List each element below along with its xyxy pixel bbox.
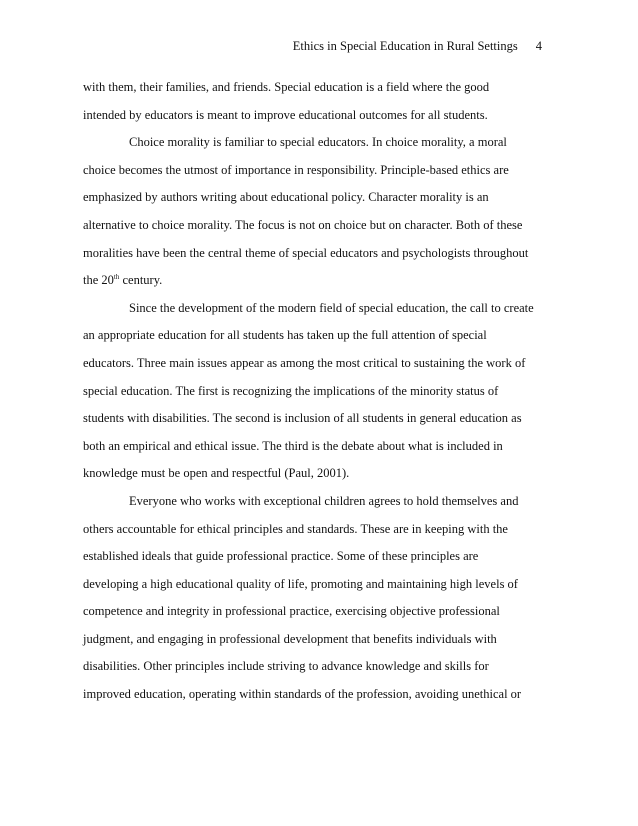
- text-line: moralities have been the central theme of special educators and psychologists throughout: [83, 245, 529, 260]
- page-number: 4: [535, 39, 542, 53]
- century-line-before: the 20: [83, 273, 114, 288]
- text-line: both an empirical and ethical issue. The third is the debate about what is included in: [83, 438, 503, 453]
- text-line: competence and integrity in professional practice, exercising objective professional: [83, 604, 500, 619]
- text-line: educators. Three main issues appear as among the most critical to sustaining the work of: [83, 355, 526, 370]
- text-line: special education. The first is recognizing the implications of the minority status of: [83, 383, 499, 398]
- text-line: improved education, operating within standards of the profession, avoiding unethical or: [83, 687, 522, 702]
- text-line: Choice morality is familiar to special educators. In choice morality, a moral: [129, 135, 507, 150]
- text-line: students with disabilities. The second is inclusion of all students in general education as: [83, 411, 522, 426]
- body-text: [83, 74, 553, 709]
- text-line: disabilities. Other principles include striving to advance knowledge and skills for: [83, 659, 489, 674]
- ordinal-superscript: th: [113, 273, 120, 282]
- text-line: emphasized by authors writing about educational policy. Character morality is an: [83, 190, 489, 205]
- text-line: Everyone who works with exceptional children agrees to hold themselves and: [129, 493, 519, 508]
- text-line: [83, 267, 553, 295]
- text-line: an appropriate education for all students has taken up the full attention of special: [83, 328, 487, 343]
- text-line: Since the development of the modern field of special education, the call to create: [129, 300, 534, 315]
- text-line: with them, their families, and friends. Special education is a field where the good: [83, 80, 490, 94]
- running-header: [293, 38, 542, 54]
- text-line: choice becomes the utmost of importance in responsibility. Principle-based ethics are: [83, 162, 509, 177]
- text-line: judgment, and engaging in professional development that benefits individuals with: [83, 631, 497, 646]
- text-line: alternative to choice morality. The focus is not on choice but on character. Both of these: [83, 217, 523, 232]
- text-line: others accountable for ethical principles and standards. These are in keeping with the: [83, 521, 508, 536]
- text-line: established ideals that guide professional practice. Some of these principles are: [83, 549, 479, 564]
- century-line-after: century.: [119, 273, 163, 288]
- text-line: knowledge must be open and respectful (Paul, 2001).: [83, 466, 350, 481]
- text-line: intended by educators is meant to improve educational outcomes for all students.: [83, 107, 488, 122]
- running-title: Ethics in Special Education in Rural Settings: [292, 39, 518, 53]
- text-line: developing a high educational quality of life, promoting and maintaining high levels of: [83, 576, 518, 591]
